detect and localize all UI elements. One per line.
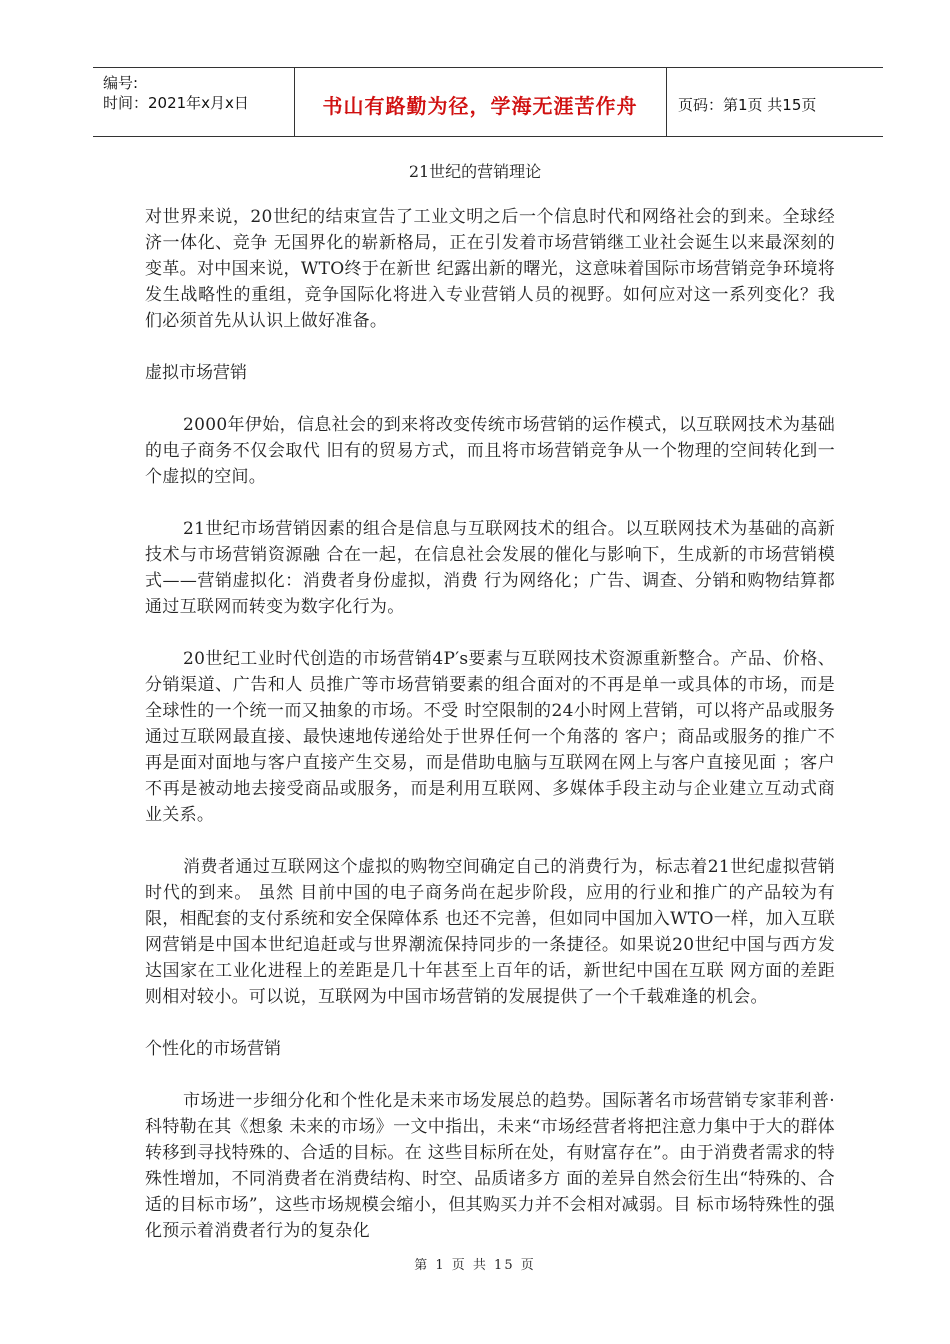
paragraph-intro: 对世界来说，20世纪的结束宣告了工业文明之后一个信息时代和网络社会的到来。全球经济一体化、竞争 无国界化的崭新格局，正在引发着市场营销继工业社会诞生以来最深刻的变革。对中国来说，WTO终于在新世 纪露出新的曙光，这意味着国际市场营销竞争环境将发生战略性的重组，竞争国际化将进入专业营销人员的视野。如何应对这一系列变化？我们必须首先从认识上做好准备。 [145, 207, 835, 331]
header-motto-cell [294, 68, 667, 136]
page-footer: 第 1 页 共 15 页 [414, 1258, 536, 1273]
motto-text: 书山有路勤为径，学海无涯苦作舟 [322, 94, 638, 118]
paragraph: 21世纪市场营销因素的组合是信息与互联网技术的组合。以互联网技术为基础的高新技术与市场营销资源融 合在一起，在信息社会发展的催化与影响下，生成新的市场营销模式——营销虚拟化：消费者身份虚拟，消费 行为网络化；广告、调查、分销和购物结算都通过互联网而转变为数字化行为。 [145, 519, 835, 617]
document-title: 21世纪的营销理论 [408, 162, 542, 181]
document-body [145, 204, 835, 1270]
code-label: 编号: [103, 74, 139, 92]
header-page-cell [668, 68, 883, 136]
section-heading-personalized-marketing: 个性化的市场营销 [145, 1039, 281, 1059]
document-header [93, 67, 883, 137]
header-meta-cell [93, 68, 295, 136]
paragraph: 市场进一步细分化和个性化是未来市场发展总的趋势。国际著名市场营销专家菲利普·科特勒在其《想象 未来的市场》一文中指出，未来“市场经营者将把注意力集中于大的群体转移到寻找特殊的、合适的目标。在 这些目标所在处，有财富存在”。由于消费者需求的特殊性增加，不同消费者在消费结构、时空、品质诸多方 面的差异自然会衍生出“特殊的、合适的目标市场”，这些市场规模会缩小，但其购买力并不会相对减弱。目 标市场特殊性的强化预示着消费者行为的复杂化 [145, 1091, 835, 1241]
paragraph: 消费者通过互联网这个虚拟的购物空间确定自己的消费行为，标志着21世纪虚拟营销时代的到来。 虽然 目前中国的电子商务尚在起步阶段，应用的行业和推广的产品较为有限，相配套的支付系统和安全保障体系 也还不完善，但如同中国加入WTO一样，加入互联网营销是中国本世纪追赶或与世界潮流保持同步的一条捷径。如果说20世纪中国与西方发达国家在工业化进程上的差距是几十年甚至上百年的话，新世纪中国在互联 网方面的差距则相对较小。可以说，互联网为中国市场营销的发展提供了一个千载难逢的机会。 [145, 857, 835, 1007]
paragraph: 20世纪工业时代创造的市场营销4P′s要素与互联网技术资源重新整合。产品、价格、分销渠道、广告和人 员推广等市场营销要素的组合面对的不再是单一或具体的市场，而是全球性的一个统一而又抽象的市场。不受 时空限制的24小时网上营销，可以将产品或服务通过互联网最直接、最快速地传递给处于世界任何一个角落的 客户；商品或服务的推广不再是面对面地与客户直接产生交易，而是借助电脑与互联网在网上与客户直接见面 ；客户不再是被动地去接受商品或服务，而是利用互联网、多媒体手段主动与企业建立互动式商业关系。 [145, 649, 835, 825]
section-heading-virtual-marketing: 虚拟市场营销 [145, 363, 247, 383]
time-label: 时间：2021年x月x日 [103, 94, 249, 112]
page-info: 页码：第1页 共15页 [678, 96, 817, 114]
paragraph: 2000年伊始，信息社会的到来将改变传统市场营销的运作模式，以互联网技术为基础的电子商务不仅会取代 旧有的贸易方式，而且将市场营销竞争从一个物理的空间转化到一个虚拟的空间。 [145, 415, 835, 487]
